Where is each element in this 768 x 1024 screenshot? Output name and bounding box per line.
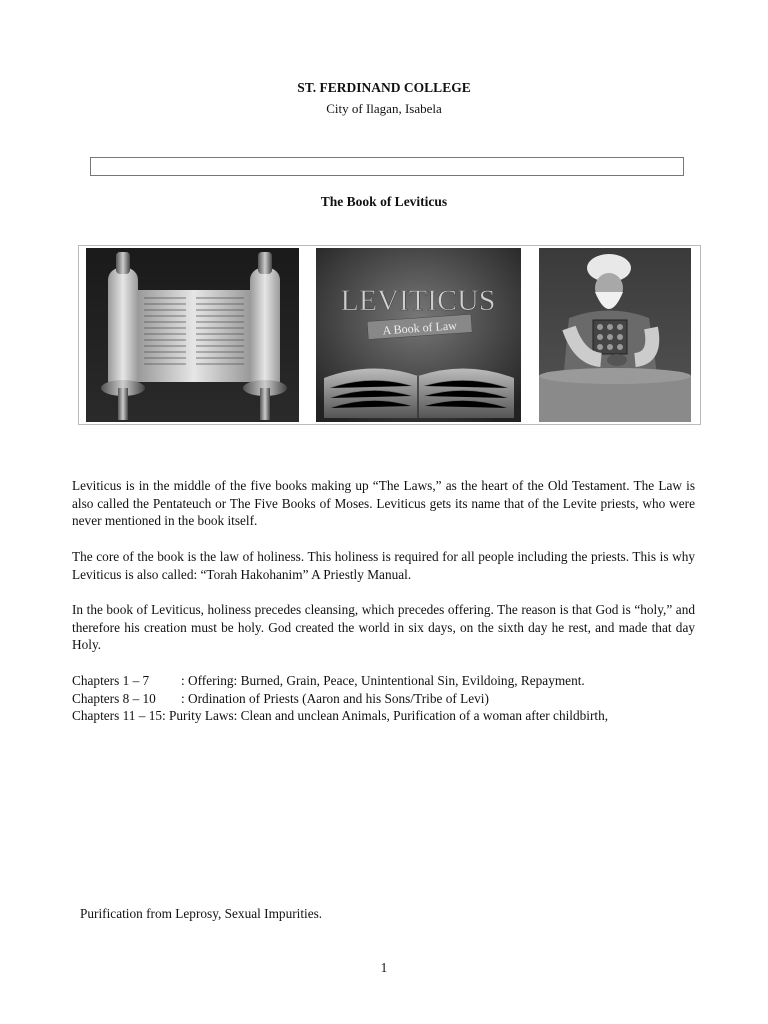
image-strip xyxy=(78,245,701,425)
chapter-row xyxy=(72,672,732,690)
chapter-description: Purity Laws: Clean and unclean Animals, Purification of a woman after childbirth, xyxy=(165,708,609,723)
college-name: ST. FERDINAND COLLEGE xyxy=(297,80,471,95)
chapter-label: Chapters 11 – 15: xyxy=(72,708,166,723)
chapter-row xyxy=(72,707,732,725)
book-cover-title: LEVITICUS xyxy=(340,284,496,317)
paragraph-order: In the book of Leviticus, holiness precedes cleansing, which precedes offering. The reason is that God is “holy,” and therefore his creation must be holy. God created the world in six days, on the sixth day he rest, and made that day Holy. xyxy=(72,602,695,652)
chapter-label: Chapters 1 – 7 xyxy=(72,673,150,688)
leviticus-book-image xyxy=(316,248,521,422)
chapter-label: Chapters 8 – 10 xyxy=(72,690,156,706)
paragraph-holiness: The core of the book is the law of holiness. This holiness is required for all people including the priests. This is why Leviticus is also called: “Torah Hakohanim” A Priestly Manual. xyxy=(72,549,695,582)
document-title: The Book of Leviticus xyxy=(320,194,448,209)
page-number: 1 xyxy=(380,960,388,975)
chapter-description: : Ordination of Priests (Aaron and his Sons/Tribe of Levi) xyxy=(181,690,489,706)
empty-title-box xyxy=(90,157,684,176)
priest-image xyxy=(539,248,691,422)
continuation-text: Purification from Leprosy, Sexual Impurities. xyxy=(80,906,323,921)
college-location: City of Ilagan, Isabela xyxy=(326,101,442,116)
torah-scroll-image xyxy=(86,248,299,422)
paragraph-intro: Leviticus is in the middle of the five books making up “The Laws,” as the heart of the Old Testament. The Law is also called the Pentateuch or The Five Books of Moses. Leviticus gets its name that of the Levite priests, who were never mentioned in the book itself. xyxy=(72,478,695,528)
book-cover-subtitle: A Book of Law xyxy=(382,318,458,338)
chapter-list xyxy=(72,672,732,725)
chapter-description: : Offering: Burned, Grain, Peace, Unintentional Sin, Evildoing, Repayment. xyxy=(181,673,585,688)
chapter-row xyxy=(72,690,732,708)
